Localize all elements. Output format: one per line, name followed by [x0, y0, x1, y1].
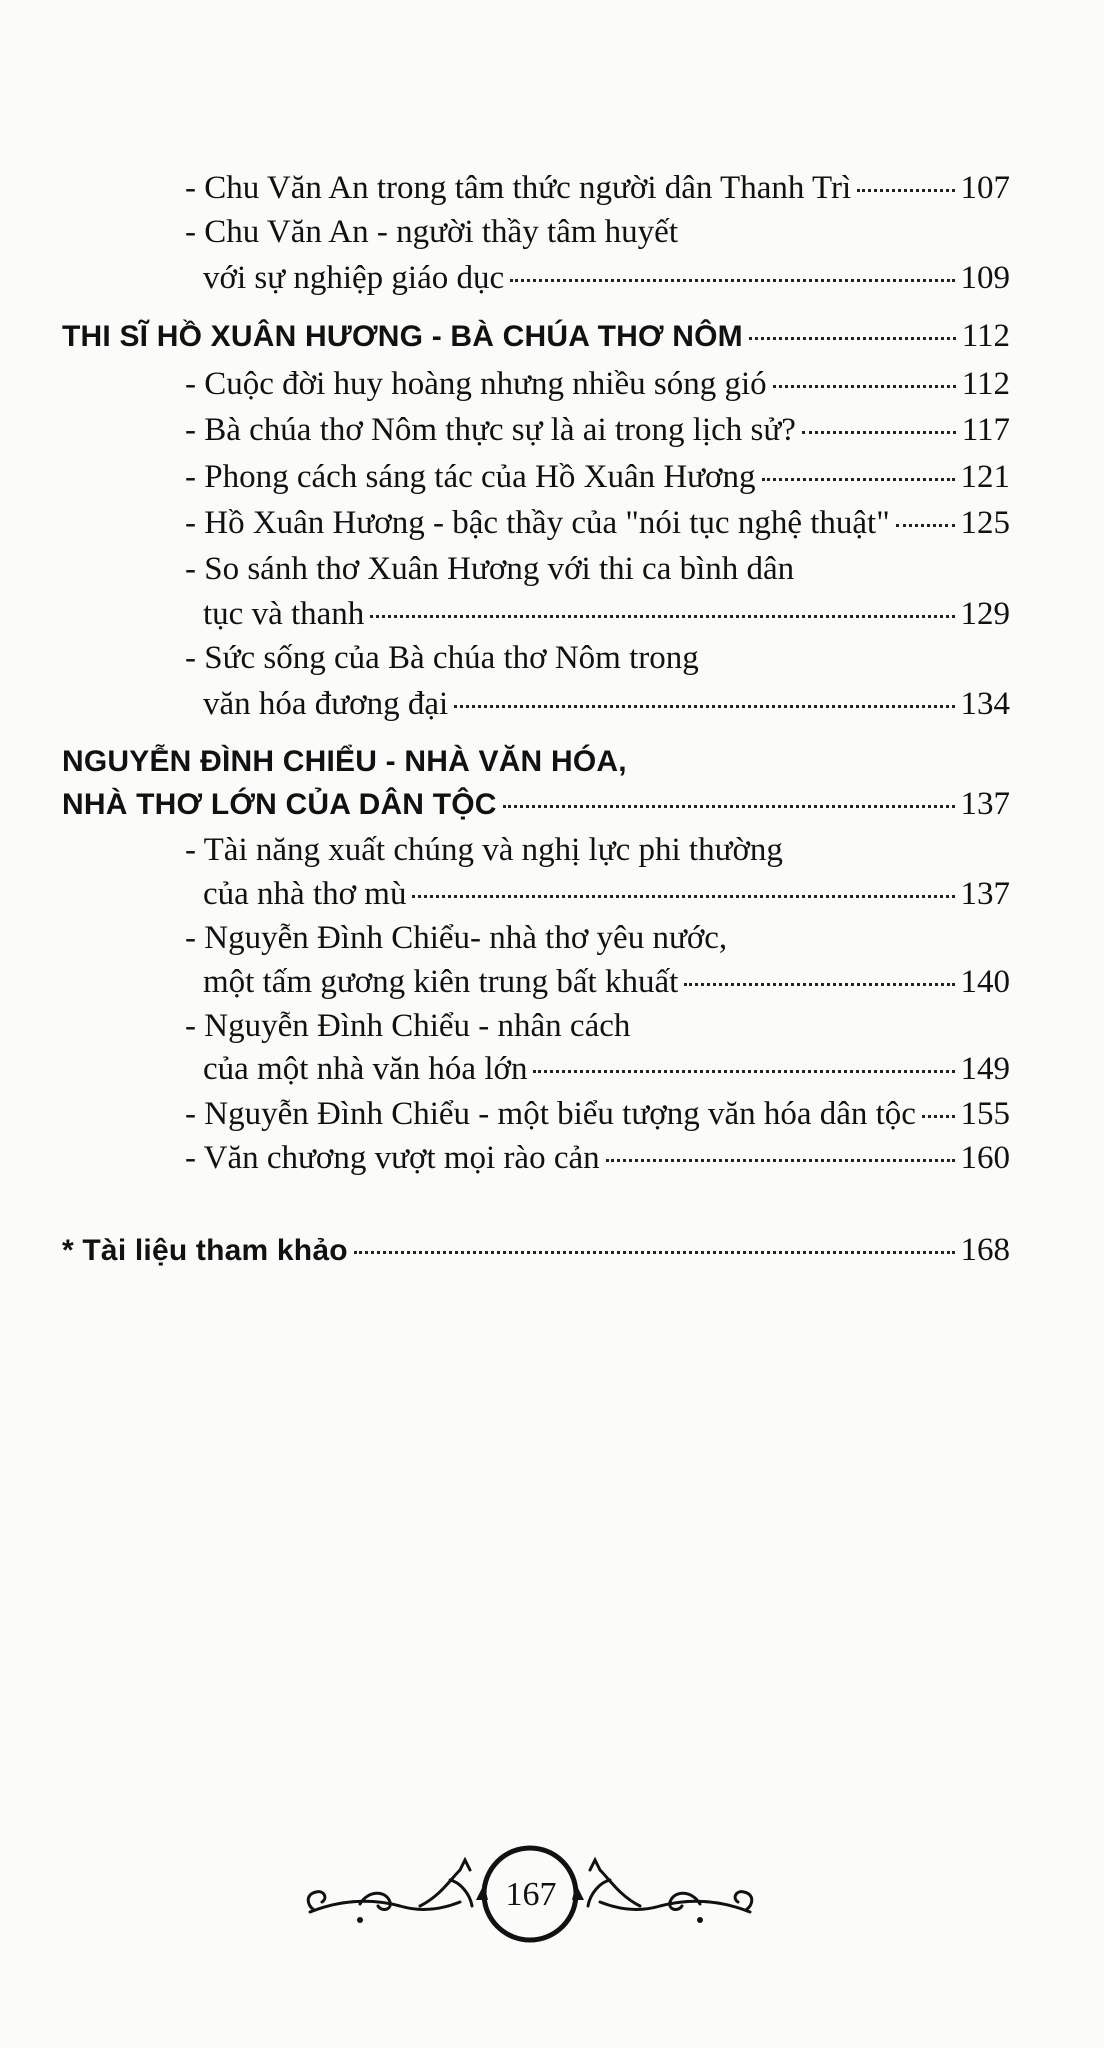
toc-entry-title-line2: văn hóa đương đại [203, 686, 449, 722]
toc-entry-page: 129 [960, 596, 1010, 632]
toc-entry-page: 117 [961, 412, 1010, 448]
toc-entry-title: - Hồ Xuân Hương - bậc thầy của "nói tục nghệ thuật" [185, 505, 890, 541]
toc-entry-title-line1: - Tài năng xuất chúng và nghị lực phi thường [185, 832, 783, 868]
toc-entry-title: - Bà chúa thơ Nôm thực sự là ai trong lịch sử? [185, 412, 796, 448]
toc-entry [203, 684, 1010, 724]
toc-entry-page: 140 [960, 964, 1010, 1000]
toc-entry [185, 364, 1010, 404]
dot-leader [749, 337, 956, 340]
toc-entry-page: 155 [960, 1096, 1010, 1132]
toc-entry-title-line1: - Nguyễn Đình Chiểu - nhân cách [185, 1008, 631, 1044]
toc-entry [203, 594, 1010, 634]
toc-entry-page: 160 [960, 1140, 1010, 1176]
dot-leader [454, 705, 954, 708]
page-number: 167 [505, 1876, 557, 1913]
dot-leader [370, 615, 954, 618]
dot-leader [606, 1159, 955, 1162]
toc-entry-title: - Phong cách sáng tác của Hồ Xuân Hương [185, 459, 756, 495]
toc-entry-title-line1: - Sức sống của Bà chúa thơ Nôm trong [185, 640, 699, 676]
toc-entry-title-line2: của một nhà văn hóa lớn [203, 1051, 528, 1087]
toc-entry-title-line1: - Chu Văn An - người thầy tâm huyết [185, 214, 679, 250]
toc-entry [185, 168, 1010, 208]
toc-entry [203, 962, 1010, 1002]
toc-entry-page: 125 [960, 505, 1010, 541]
dot-leader [773, 385, 956, 388]
toc-section-title-line1: NGUYỄN ĐÌNH CHIỂU - NHÀ VĂN HÓA, [62, 745, 627, 778]
toc-section-heading [62, 316, 1010, 357]
toc-entry-title: - Cuộc đời huy hoàng nhưng nhiều sóng gió [185, 366, 767, 402]
dot-leader [503, 805, 955, 808]
toc-entry-title: - Chu Văn An trong tâm thức người dân Thanh Trì [185, 170, 852, 206]
toc-section-title: THI SĨ HỒ XUÂN HƯƠNG - BÀ CHÚA THƠ NÔM [62, 320, 743, 353]
toc-entry-title-line2: của nhà thơ mù [203, 876, 407, 912]
toc-section-heading [62, 784, 1010, 825]
toc-entry-title-line2: với sự nghiệp giáo dục [203, 260, 505, 296]
toc-entry [203, 258, 1010, 298]
dot-leader [922, 1115, 955, 1118]
toc-entry-page: 121 [960, 459, 1010, 495]
toc-references-entry [62, 1230, 1010, 1271]
dot-leader [762, 478, 955, 481]
toc-entry-title-line2: một tấm gương kiên trung bất khuất [203, 964, 679, 1000]
dot-leader [896, 524, 955, 527]
dot-leader [857, 189, 954, 192]
toc-entry [185, 457, 1010, 497]
toc-entry-page: 107 [960, 170, 1010, 206]
toc-entry [185, 410, 1010, 450]
toc-entry [185, 1094, 1010, 1134]
toc-references-title: * Tài liệu tham khảo [62, 1234, 348, 1267]
toc-entry [203, 874, 1010, 914]
toc-entry [185, 1138, 1010, 1178]
toc-entry [185, 503, 1010, 543]
toc-entry-page: 112 [961, 318, 1010, 354]
dot-leader [802, 431, 956, 434]
toc-entry-page: 112 [961, 366, 1010, 402]
toc-section-title-line2: NHÀ THƠ LỚN CỦA DÂN TỘC [62, 788, 497, 821]
toc-entry-title-line1: - So sánh thơ Xuân Hương với thi ca bình dân [185, 551, 795, 587]
dot-leader [412, 895, 954, 898]
dot-leader [510, 279, 954, 282]
toc-entry-page: 134 [960, 686, 1010, 722]
dot-leader [684, 983, 954, 986]
toc-entry-page: 137 [960, 786, 1010, 822]
toc-entry-page: 109 [960, 260, 1010, 296]
toc-entry [203, 1049, 1010, 1089]
dot-leader [533, 1070, 954, 1073]
toc-entry-title: - Văn chương vượt mọi rào cản [185, 1140, 600, 1176]
toc-entry-page: 168 [960, 1232, 1010, 1268]
dot-leader [354, 1251, 955, 1254]
toc-entry-title: - Nguyễn Đình Chiểu - một biểu tượng văn hóa dân tộc [185, 1096, 916, 1132]
toc-entry-title-line2: tục và thanh [203, 596, 365, 632]
toc-entry-page: 149 [960, 1051, 1010, 1087]
toc-entry-title-line1: - Nguyễn Đình Chiểu- nhà thơ yêu nước, [185, 920, 728, 956]
toc-entry-page: 137 [960, 876, 1010, 912]
